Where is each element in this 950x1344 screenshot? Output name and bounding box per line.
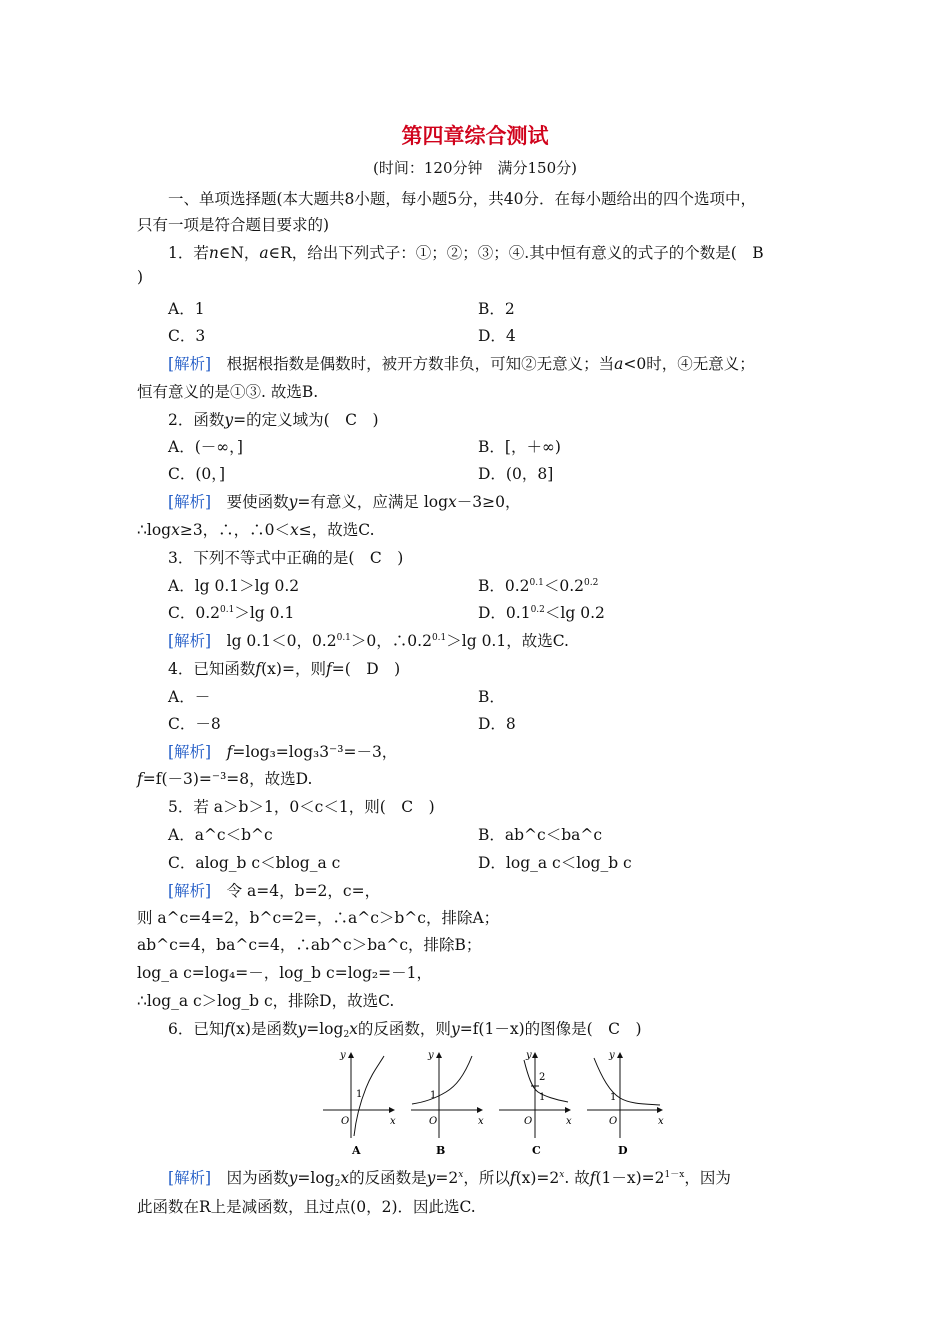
graph-c (499, 1050, 572, 1157)
graph-c-label: C (532, 1144, 541, 1157)
graph-c-origin: O (524, 1116, 533, 1127)
graph-d (587, 1050, 664, 1157)
graph-c-one: 1 (539, 1092, 546, 1103)
q5-option-a: A．a^c＜b^c (168, 826, 273, 844)
q4-option-b: B． (478, 688, 505, 706)
graph-d-label: D (618, 1144, 628, 1157)
graph-a-x-label: x (390, 1116, 396, 1127)
q5-analysis-line5: ∴log_a c＞log_b c，排除D，故选C. (137, 992, 395, 1010)
q2-option-b: B．[，＋∞) (478, 438, 561, 456)
q6-graph-options (318, 1048, 668, 1158)
graph-d-y-label: y (609, 1050, 615, 1061)
q4-analysis-cont: f=f(－3)=⁻³=8，故选D. (137, 770, 313, 788)
q3-option-d: D．$0.1^{0.2}<\lg$ 0.2 (478, 604, 605, 622)
graph-d-one: 1 (610, 1092, 617, 1103)
q2-option-d: D．(0，8] (478, 465, 554, 483)
q3-option-a: A．lg 0.1＞lg 0.2 (168, 577, 300, 595)
analysis-tag: [解析] (168, 493, 212, 511)
analysis-tag: [解析] (168, 743, 212, 761)
q1-analysis: [解析] 根据根指数是偶数时，被开方数非负，可知②无意义；当a<0时，④无意义； (168, 355, 755, 373)
page-title: 第四章综合测试 (401, 124, 549, 148)
q5-option-c: C．alog_b c＜blog_a c (168, 854, 341, 872)
graph-b-one: 1 (430, 1090, 437, 1101)
analysis-tag: [解析] (168, 355, 212, 373)
q1-option-a: A．1 (168, 300, 205, 318)
q2-option-a: A．(－∞，] (168, 438, 243, 456)
q1-option-b: B．2 (478, 300, 515, 318)
q3-analysis: [解析] lg 0.1＜0，$0.2^{0.1}>0$，$\therefore 0.2^{0.1}>\lg$ 0.1，故选C. (168, 632, 569, 650)
q5-option-b: B．ab^c＜ba^c (478, 826, 603, 844)
graph-c-two: 2 (539, 1072, 546, 1083)
q2-stem: 2．函数y=的定义域为( C ) (168, 411, 379, 429)
q4-option-c: C．－8 (168, 715, 221, 733)
q3-option-b: B．$0.2^{0.1}<0.2^{0.2}$ (478, 577, 599, 595)
graph-b-y-label: y (428, 1050, 434, 1061)
q4-option-d: D．8 (478, 715, 516, 733)
graph-d-x-label: x (658, 1116, 664, 1127)
q4-analysis: [解析] f=log₃=log₃3⁻³=－3， (168, 743, 398, 761)
q5-analysis-line3: ab^c=4，ba^c=4，∴ab^c＞ba^c，排除B； (137, 936, 482, 954)
graph-a (323, 1050, 396, 1157)
q5-stem: 5．若 a＞b＞1，0＜c＜1，则( C ) (168, 798, 435, 816)
q1-option-d: D．4 (478, 327, 516, 345)
q1-analysis-cont: 恒有意义的是①③. 故选B. (137, 383, 319, 401)
q2-analysis-cont: ∴logx≥3，∴，∴0＜x≤，故选C. (137, 521, 375, 539)
graph-b (411, 1050, 484, 1157)
q5-analysis: [解析] 令 a=4，b=2，c=， (168, 882, 381, 900)
q1-option-c: C．3 (168, 327, 206, 345)
graph-a-y-label: y (340, 1050, 346, 1061)
q5-analysis-line4: log_a c=log₄=－，log_b c=log₂=－1， (137, 964, 432, 982)
analysis-tag: [解析] (168, 882, 212, 900)
q1-stem-cont: ) (137, 268, 144, 286)
graph-a-label: A (352, 1144, 361, 1157)
graph-b-x-label: x (478, 1116, 484, 1127)
analysis-tag: [解析] (168, 632, 212, 650)
q3-option-c: C．$0.2^{0.1}>\lg$ 0.1 (168, 604, 295, 622)
graph-a-origin: O (341, 1116, 350, 1127)
graph-b-origin: O (429, 1116, 438, 1127)
graph-b-label: B (436, 1144, 446, 1157)
q6-analysis: [解析] 因为函数$y=\log_2x$的反函数是$y=2^x$，所以$f(x)=2^x$. 故$f(1-x)=2^{1-x}$，因为 (168, 1169, 731, 1189)
graph-d-origin: O (609, 1116, 618, 1127)
section-intro-line1: 一、单项选择题(本大题共8小题，每小题5分，共40分．在每小题给出的四个选项中， (168, 190, 756, 208)
q1-stem: 1．若n∈N，a∈R，给出下列式子：①；②；③；④.其中恒有意义的式子的个数是( B (168, 244, 764, 262)
q6-analysis-cont: 此函数在R上是减函数，且过点(0，2)．因此选C. (137, 1198, 476, 1216)
q5-option-d: D．log_a c＜log_b c (478, 854, 632, 872)
q2-analysis: [解析] 要使函数y=有意义，应满足 logx－3≥0， (168, 493, 521, 511)
q5-analysis-line2: 则 a^c=4=2，b^c=2=，∴a^c＞b^c，排除A； (137, 909, 500, 927)
q6-stem: 6．已知f(x)是函数$y=\log_2x$的反函数，则y=f(1－x)的图像是( C ) (168, 1020, 642, 1040)
q4-option-a: A．－ (168, 688, 211, 706)
q3-stem: 3．下列不等式中正确的是( C ) (168, 549, 404, 567)
q4-stem: 4．已知函数f(x)=，则f=( D ) (168, 660, 401, 678)
page-subtitle: (时间：120分钟 满分150分) (373, 159, 577, 177)
section-intro-line2: 只有一项是符合题目要求的) (137, 216, 330, 234)
analysis-tag: [解析] (168, 1169, 212, 1187)
graph-a-one: 1 (356, 1089, 363, 1100)
q2-option-c: C．(0，] (168, 465, 226, 483)
graph-c-x-label: x (566, 1116, 572, 1127)
graph-c-y-label: y (526, 1050, 532, 1061)
